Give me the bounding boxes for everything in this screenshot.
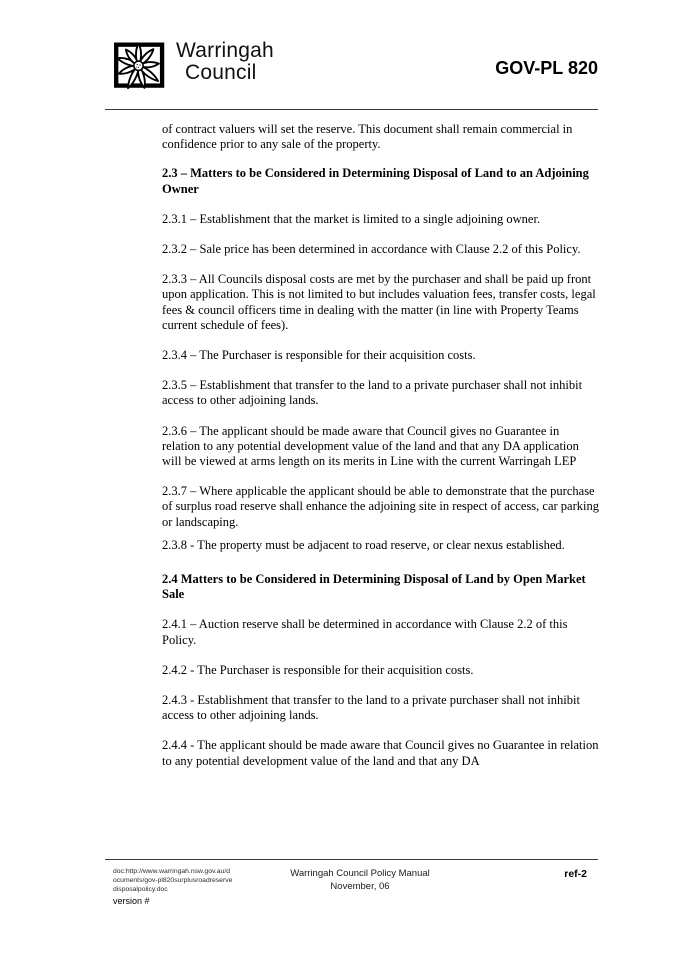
- clause-2-3-3: 2.3.3 – All Councils disposal costs are met by the purchaser and shall be paid up front upon application. This is not limited to but includes valuation fees, transfer costs, legal fees & council officers time in dealing with the matter (in line with Property Teams current schedule of fees).: [162, 272, 596, 332]
- flannel-flower-icon: [110, 37, 172, 97]
- clause-2-3-6: 2.3.6 – The applicant should be made aware that Council gives no Guarantee in relation to any potential development value of the land and that any DA application will be viewed at arms length on its merits in Line with the current Warringah LEP: [162, 423, 579, 469]
- council-logo-text: [176, 40, 274, 84]
- logo-line2: Council: [185, 61, 257, 84]
- document-code: GOV-PL 820: [495, 58, 598, 78]
- section-2-4-heading: 2.4 Matters to be Considered in Determining Disposal of Land by Open Market Sale: [162, 572, 586, 602]
- clause-2-3-8: 2.3.8 - The property must be adjacent to road reserve, or clear nexus established.: [162, 537, 565, 552]
- clause-2-3-4: 2.3.4 – The Purchaser is responsible for their acquisition costs.: [162, 348, 476, 363]
- clause-2-4-3: 2.4.3 - Establishment that transfer to the land to a private purchaser shall not inhibit access to other adjoining lands.: [162, 693, 580, 723]
- clause-2-4-2: 2.4.2 - The Purchaser is responsible for their acquisition costs.: [162, 662, 474, 677]
- section-2-3-heading: 2.3 – Matters to be Considered in Determining Disposal of Land to an Adjoining Owner: [162, 166, 589, 196]
- logo-line1: Warringah: [176, 39, 274, 62]
- footer-page-ref: ref-2: [564, 868, 587, 880]
- council-logo: [110, 37, 274, 97]
- clause-2-3-7: 2.3.7 – Where applicable the applicant should be able to demonstrate that the purchase of surplus road reserve shall enhance the adjoining site in respect of access, car parking or landscaping.: [162, 484, 599, 529]
- document-body: [162, 122, 600, 784]
- clause-2-4-4: 2.4.4 - The applicant should be made aware that Council gives no Guarantee in relation to any potential development value of the land and that any DA: [162, 738, 599, 768]
- footer-manual-title: Warringah Council Policy Manual: [290, 868, 430, 879]
- intro-paragraph: of contract valuers will set the reserve. This document shall remain commercial in confidence prior to any sale of the property.: [162, 122, 573, 152]
- clause-2-3-2: 2.3.2 – Sale price has been determined in accordance with Clause 2.2 of this Policy.: [162, 242, 581, 257]
- clause-2-3-5: 2.3.5 – Establishment that transfer to the land to a private purchaser shall not inhibit access to other adjoining lands.: [162, 378, 583, 408]
- clause-2-3-1: 2.3.1 – Establishment that the market is limited to a single adjoining owner.: [162, 211, 541, 226]
- clause-2-4-1: 2.4.1 – Auction reserve shall be determined in accordance with Clause 2.2 of this Policy.: [162, 617, 568, 647]
- footer-center: [105, 868, 615, 894]
- footer-doc-path: doc:http://www.warringah.nsw.gov.au/documents/gov-pl820surplusroadreservedisposalpolicy.doc: [113, 868, 233, 893]
- footer-manual-date: November, 06: [330, 880, 390, 892]
- footer-rule: [105, 859, 598, 860]
- header-rule: [105, 109, 598, 110]
- footer-version-label: version #: [113, 896, 150, 907]
